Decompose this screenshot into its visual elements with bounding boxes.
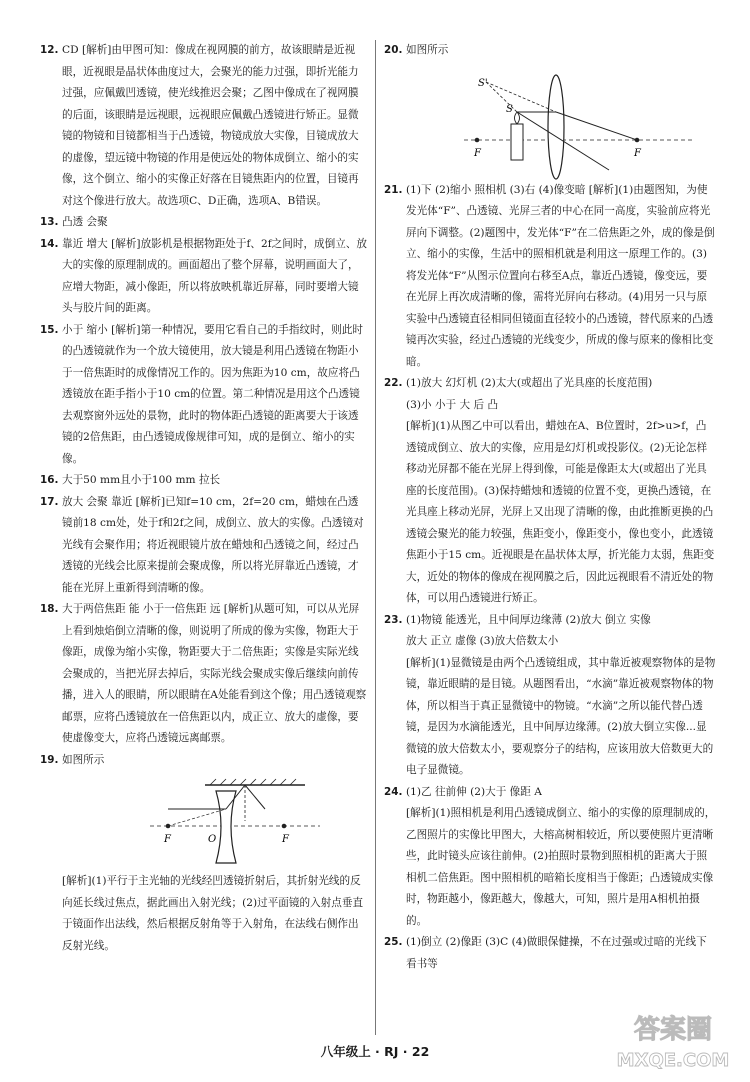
answer-number: 19. bbox=[40, 753, 59, 766]
mirror-hatching bbox=[210, 779, 296, 785]
answer-number: 14. bbox=[40, 237, 59, 250]
answer-22 bbox=[384, 373, 716, 395]
answer-text: 大于50 mm且小于100 mm 拉长 bbox=[62, 474, 221, 486]
answer-24 bbox=[384, 782, 716, 804]
answer-25 bbox=[384, 932, 716, 975]
answer-number: 17. bbox=[40, 495, 59, 508]
answer-text: 凸透 会聚 bbox=[62, 216, 108, 228]
focus-point-left bbox=[475, 137, 480, 142]
answer-19 bbox=[40, 750, 368, 772]
answer-number: 13. bbox=[40, 216, 59, 228]
answer-number: 16. bbox=[40, 474, 59, 486]
watermark-logo bbox=[608, 1004, 738, 1074]
refracted-ray bbox=[556, 112, 637, 140]
answer-16 bbox=[40, 470, 368, 492]
answer-text: (1)下 (2)缩小 照相机 (3)右 (4)像变暗 [解析](1)由题图知，为使发光体“F”、凸透镜、光屏三者的中心在同一高度，实验前应将光屏向下调整。(2)题图中，发光体“F”在二倍焦距之外，成的像是倒立、缩小的实像，生活中的照相机就是利用这一原理工作的。(3)将发光体“F”从图示位置向右移至A点，靠近凸透镜，像变远，要在光屏上再次成清晰的像，需将光屏向右移动。(4)用另一只与原实验中凸透镜直径相同但镜面直径较小的凸透镜，替代原来的凸透镜再次实验，经过凸透镜的光线变少，所成的像与原来的像相比变暗。 bbox=[406, 183, 715, 368]
answer-22-analysis: [解析](1)从图乙中可以看出，蜡烛在A、B位置时，2f>u>f，凸透镜成倒立、放大的实像，应用是幻灯机或投影仪。(2)无论怎样移动光屏都不能在光屏上得到像，可能是像距太大(或超出了光具座的长度范围)。(3)保持蜡烛和透镜的位置不变，更换凸透镜，在光具座上移动光屏，光屏上又出现了清晰的像，由此推断更换的凸透镜会聚光的能力较强，焦距变小，像距变小，像也变小，此透镜焦距小于15 cm。近视眼是在晶状体太厚，折光能力太弱，焦距变大，近处的物体的像成在视网膜之后，因此远视眼看不清近处的物体，可以用凸透镜进行矫正。 bbox=[406, 420, 715, 604]
answer-text: 大于两倍焦距 能 小于一倍焦距 远 [解析]从题可知，可以从光屏上看到烛焰倒立清晰的像，则说明了所成的像为实像，物距大于像距，成像为缩小实像，物距要大于二倍焦距；实像是实际光线会聚成的，当把光屏去掉后，实际光线会聚成实像后继续向前传播，进入人的眼睛，所以眼睛在A处能看到这个像；用凸透镜观察邮票，应将凸透镜放在一倍焦距以内，成正立、放大的虚像，要使虚像变大，应将凸透镜远离邮票。 bbox=[62, 603, 367, 744]
answer-15 bbox=[40, 320, 368, 471]
answer-23 bbox=[384, 610, 716, 632]
answer-14 bbox=[40, 234, 368, 320]
watermark-line2: MXQE.COM bbox=[616, 1050, 730, 1071]
answer-19-note: [解析](1)平行于主光轴的光线经凹透镜折射后，其折射光线的反向延长线过焦点，据此画出入射光线；(2)过平面镜的入射点垂直于镜面作出法线，然后根据反射角等于入射角，在法线右侧作出反射光线。 bbox=[62, 875, 364, 952]
answer-number: 15. bbox=[40, 323, 59, 336]
answer-17 bbox=[40, 492, 368, 600]
figure-20 bbox=[384, 62, 716, 180]
answer-number: 21. bbox=[384, 183, 403, 196]
answer-22-line2: (3)小 小于 大 后 凸 bbox=[406, 398, 499, 411]
label-s-prime: S' bbox=[478, 77, 488, 89]
label-f-left: F bbox=[164, 834, 171, 845]
answer-number: 22. bbox=[384, 377, 403, 389]
answer-number: 20. bbox=[384, 44, 403, 56]
answer-text: (1)倒立 (2)像距 (3)C (4)做眼保健操，不在过强或过暗的光线下看书等 bbox=[406, 936, 707, 970]
candle bbox=[511, 124, 523, 160]
answer-20 bbox=[384, 40, 716, 62]
focus-point-right bbox=[635, 137, 640, 142]
answer-text: 如图所示 bbox=[62, 753, 105, 766]
answer-12 bbox=[40, 40, 368, 212]
answer-line: (1)物镜 能透光，且中间厚边缘薄 (2)放大 倒立 实像 bbox=[406, 613, 651, 626]
answer-line: (1)放大 幻灯机 (2)太大(或超出了光具座的长度范围) bbox=[406, 377, 653, 389]
answer-text: 小于 缩小 [解析]第一种情况，要用它看自己的手指纹时，则此时的凸透镜就作为一个放大镜使用，放大镜是利用凸透镜在物距小于一倍焦距时的成像情况工作的。因为焦距为10 cm，故应将凸透镜放在距手指小于10 cm的位置。第二种情况是用这个凸透镜去观察窗外远处的景物，此时的物体距凸透镜的距离要大于该透镜的2倍焦距，由凸透镜成像规律可知，成的是倒立、缩小的实像。 bbox=[62, 323, 364, 465]
label-s: S bbox=[506, 103, 513, 115]
page-footer: 八年级上 · RJ · 22 bbox=[320, 1044, 430, 1059]
answer-21 bbox=[384, 180, 716, 374]
flame bbox=[515, 112, 520, 124]
answer-number: 18. bbox=[40, 603, 59, 615]
answer-number: 24. bbox=[384, 785, 403, 798]
answer-13 bbox=[40, 212, 368, 234]
answer-number: 25. bbox=[384, 936, 403, 948]
answer-number: 23. bbox=[384, 613, 403, 626]
right-column bbox=[384, 40, 716, 975]
label-f-right: F bbox=[634, 147, 641, 159]
figure-19 bbox=[40, 771, 368, 871]
left-column bbox=[40, 40, 368, 957]
answer-24-analysis: [解析](1)照相机是利用凸透镜成倒立、缩小的实像的原理制成的，乙图照片的实像比甲图大，大榕高树相较近，所以要使照片更清晰些，此时镜头应该往前伸。(2)拍照时景物到照相机的距离大于照相机二倍焦距。图中照相机的暗箱长度相当于像距；凸透镜成实像时，物距越小，像距越大，像越大，可知，照片是用A相机拍摄的。 bbox=[406, 807, 716, 927]
label-f-right: F bbox=[282, 834, 289, 845]
focus-point-right bbox=[282, 824, 287, 829]
answer-text: 放大 会聚 靠近 [解析]已知f=10 cm，2f=20 cm，蜡烛在凸透镜前18 cm处，处于f和2f之间，成倒立、放大的实像。凸透镜对光线有会聚作用；将近视眼镜片放在蜡烛和凸透镜之间，经过凸透镜的光线会比原来提前会聚成像，所以将光屏靠近凸透镜，才能在光屏上重新得到清晰的像。 bbox=[62, 495, 364, 594]
focus-point-left bbox=[166, 824, 171, 829]
column-divider bbox=[375, 40, 376, 1035]
answer-18 bbox=[40, 599, 368, 750]
concave-lens bbox=[216, 791, 236, 863]
answer-number: 12. bbox=[40, 44, 59, 56]
answer-text: 如图所示 bbox=[406, 44, 449, 56]
concave-lens-mirror-diagram bbox=[40, 771, 368, 871]
extension-line bbox=[168, 809, 226, 826]
answer-text: CD [解析]由甲图可知：像成在视网膜的前方，故该眼睛是近视眼，近视眼是晶状体曲度过大，会聚光的能力过强，即折光能力过强，应佩戴凹透镜，使光线推迟会聚；乙图中像成在了视网膜的后面，该眼睛是远视眼，远视眼应佩戴凸透镜进行矫正。显微镜的物镜和目镜都相当于凸透镜，物镜成放大实像，目镜成放大的虚像，望远镜中物镜的作用是使远处的物体成倒立、缩小的实像，这个倒立、缩小的实像正好落在目镜焦距内的位置，目镜再对这个像进行放大。故选项C、D正确，选项A、B错误。 bbox=[62, 44, 359, 207]
virtual-extension-1 bbox=[486, 82, 556, 112]
convex-lens bbox=[548, 75, 564, 179]
answer-23-analysis: [解析](1)显微镜是由两个凸透镜组成，其中靠近被观察物体的是物镜，靠近眼睛的是目镜。从题图看出，“水滴”靠近被观察物体的物体，所以相当于真正显微镜中的物镜。“水滴”之所以能代替凸透镜，是因为水滴能透光，且中间厚边缘薄。(2)放大倒立实像...显微镜的放大倍数太小，要观察分子的结构，应该用放大倍数更大的电子显微镜。 bbox=[406, 656, 716, 776]
answer-text: 靠近 增大 [解析]放影机是根据物距处于f、2f之间时，成倒立、放大的实像的原理制成的。画面超出了整个屏幕，说明画面大了，应增大物距，减小像距，所以将放映机靠近屏幕，同时要增大镜头与胶片间的距离。 bbox=[62, 237, 368, 314]
label-o: O bbox=[208, 834, 217, 845]
watermark-line1: 答案圈 bbox=[633, 1015, 713, 1045]
label-f-left: F bbox=[474, 147, 481, 159]
convex-lens-candle-diagram bbox=[384, 62, 716, 180]
answer-23-line2: 放大 正立 虚像 (3)放大倍数太小 bbox=[406, 635, 559, 647]
answer-line: (1)乙 往前伸 (2)大于 像距 A bbox=[406, 785, 542, 798]
reflected-ray bbox=[245, 785, 265, 809]
